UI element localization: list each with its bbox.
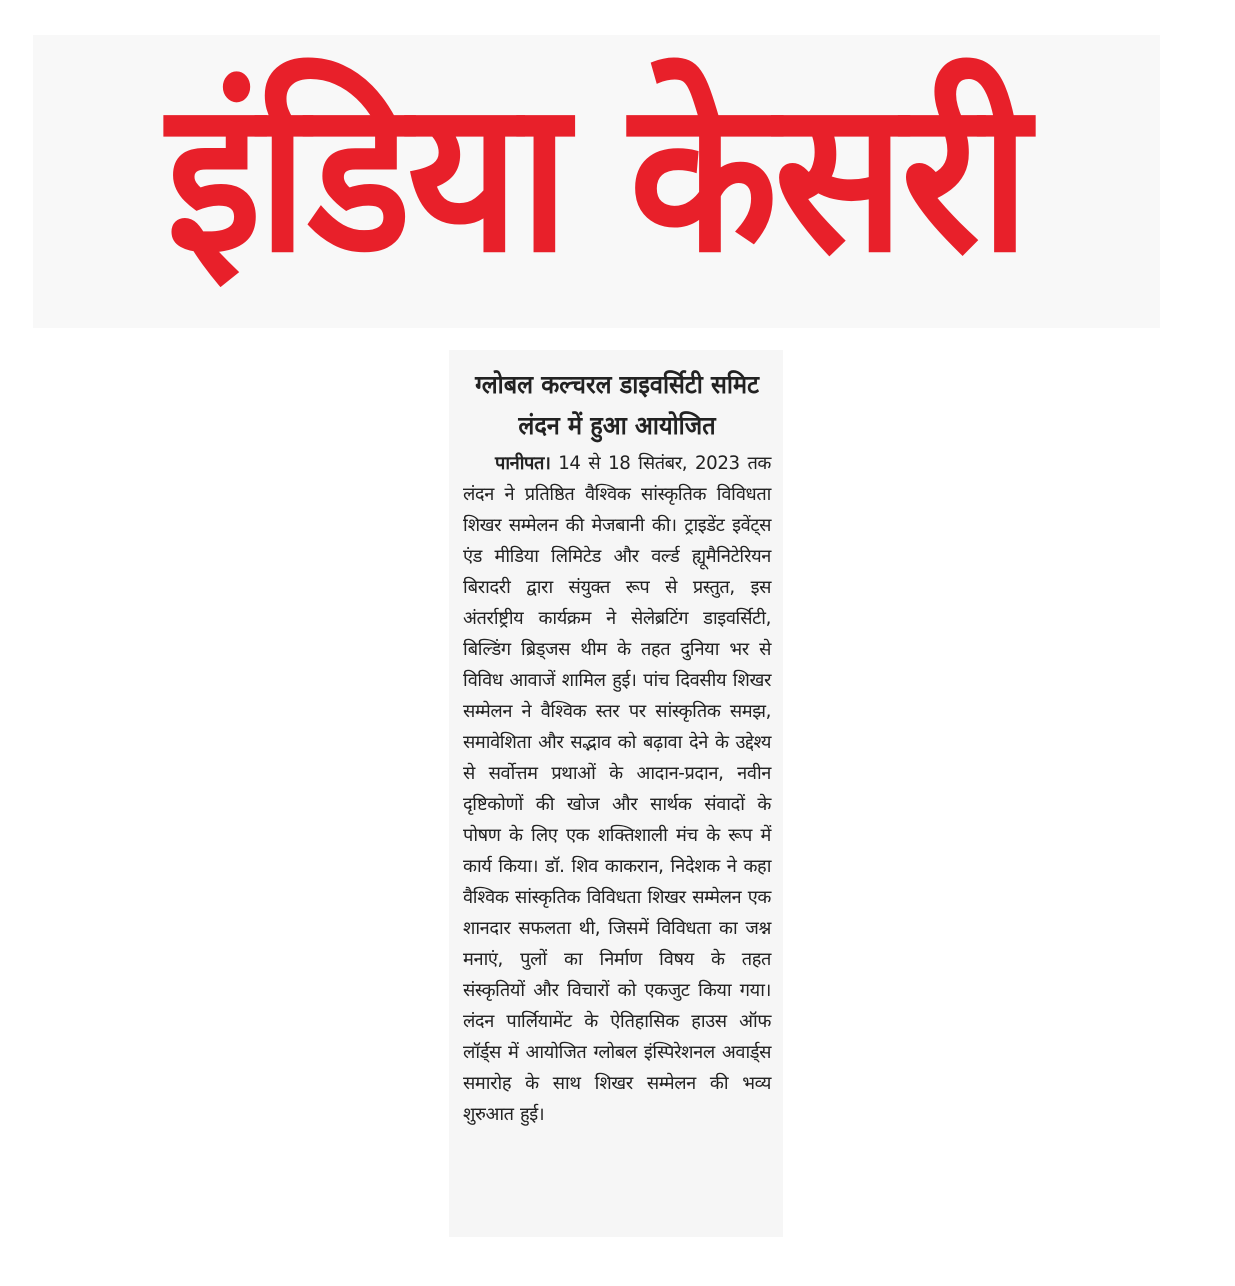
- newspaper-title: इंडिया केसरी: [166, 53, 1027, 299]
- newspaper-masthead: [33, 35, 1160, 328]
- article-body-text: 14 से 18 सितंबर, 2023 तक लंदन ने प्रतिष्ठित वैश्विक सांस्कृतिक विविधता शिखर सम्मेलन की मेजबानी की। ट्राइडेंट इवेंट्स एंड मीडिया लिमिटेड और वर्ल्ड ह्यूमैनिटेरियन बिरादरी द्वारा संयुक्त रूप से प्रस्तुत, इस अंतर्राष्ट्रीय कार्यक्रम ने सेलेब्रटिंग डाइवर्सिटी, बिल्डिंग ब्रिड्जस थीम के तहत दुनिया भर से विविध आवाजें शामिल हुई। पांच दिवसीय शिखर सम्मेलन ने वैश्विक स्तर पर सांस्कृतिक समझ, समावेशिता और सद्भाव को बढ़ावा देने के उद्देश्य से सर्वोत्तम प्रथाओं के आदान-प्रदान, नवीन दृष्टिकोणों की खोज और सार्थक संवादों के पोषण के लिए एक शक्तिशाली मंच के रूप में कार्य किया। डॉ. शिव काकरान, निदेशक ने कहा वैश्विक सांस्कृतिक विविधता शिखर सम्मेलन एक शानदार सफलता थी, जिसमें विविधता का जश्न मनाएं, पुलों का निर्माण विषय के तहत संस्कृतियों और विचारों को एकजुट किया गया। लंदन पार्लियामेंट के ऐतिहासिक हाउस ऑफ लॉर्ड्स में आयोजित ग्लोबल इंस्पिरेशनल अवार्ड्स समारोह के साथ शिखर सम्मेलन की भव्य शुरुआत हुई।: [463, 453, 771, 1125]
- news-article: [449, 350, 783, 1237]
- article-dateline: पानीपत।: [495, 453, 551, 474]
- article-body: [463, 448, 771, 1130]
- article-headline: ग्लोबल कल्चरल डाइवर्सिटी समिट लंदन में हुआ आयोजित: [475, 370, 759, 440]
